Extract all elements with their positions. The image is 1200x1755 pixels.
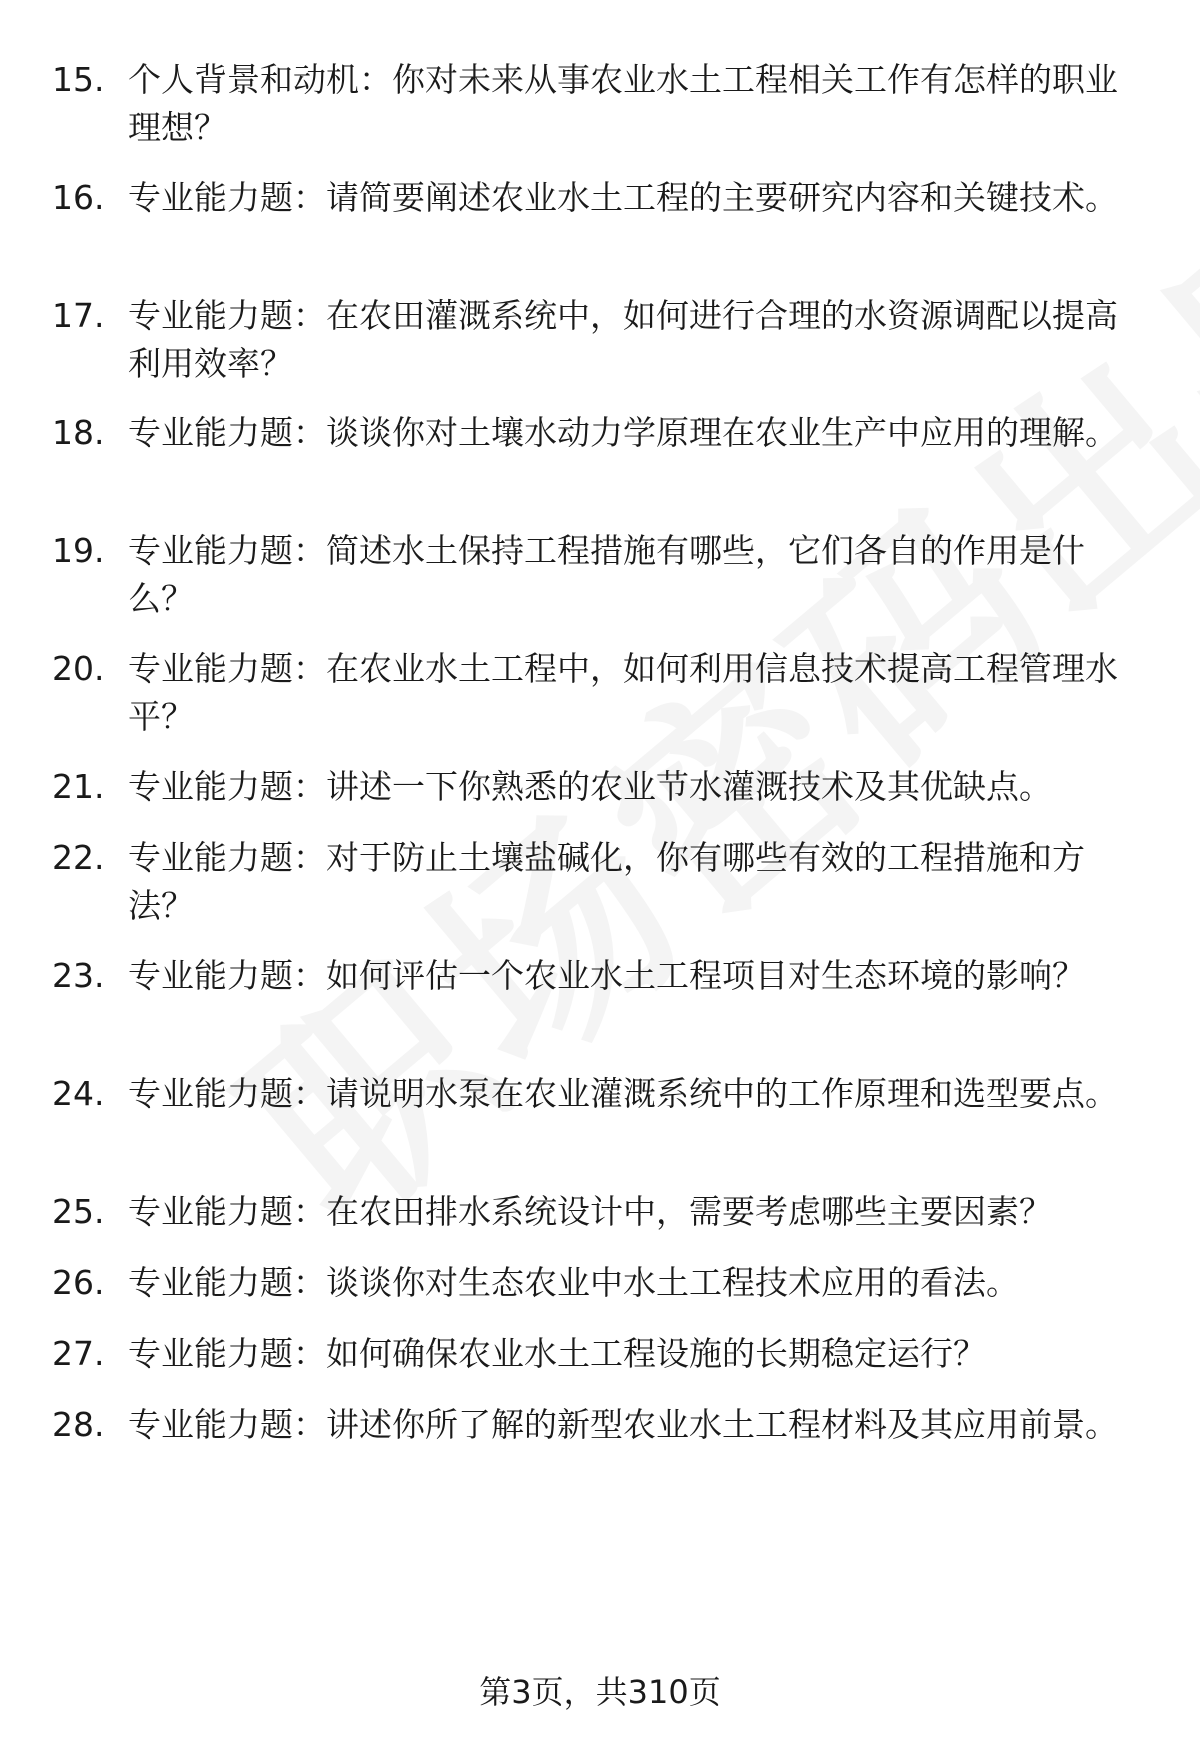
question-text: 专业能力题：讲述一下你熟悉的农业节水灌溉技术及其优缺点。 [128,767,1052,806]
question-number: 17. [52,296,105,335]
question-number: 24. [52,1074,105,1113]
question-text: 专业能力题：谈谈你对生态农业中水土工程技术应用的看法。 [128,1263,1019,1302]
question-number: 15. [52,60,105,99]
question-number: 22. [52,838,105,877]
question-text: 专业能力题：对于防止土壤盐碱化，你有哪些有效的工程措施和方法？ [128,838,1085,925]
question-text: 专业能力题：请说明水泵在农业灌溉系统中的工作原理和选型要点。 [128,1074,1118,1113]
question-number: 19. [52,531,105,570]
question-text: 专业能力题：简述水土保持工程措施有哪些，它们各自的作用是什么？ [128,531,1085,618]
question-text: 专业能力题：在农业水土工程中，如何利用信息技术提高工程管理水平？ [128,649,1118,736]
question-number: 16. [52,178,105,217]
question-text: 专业能力题：讲述你所了解的新型农业水土工程材料及其应用前景。 [128,1405,1118,1444]
question-text: 个人背景和动机：你对未来从事农业水土工程相关工作有怎样的职业理想？ [128,60,1118,147]
question-number: 21. [52,767,105,806]
question-number: 23. [52,956,105,995]
question-text: 专业能力题：谈谈你对土壤水动力学原理在农业生产中应用的理解。 [128,413,1118,452]
question-number: 18. [52,413,105,452]
question-text: 专业能力题：在农田排水系统设计中，需要考虑哪些主要因素？ [128,1192,1052,1231]
question-text: 专业能力题：请简要阐述农业水土工程的主要研究内容和关键技术。 [128,178,1118,217]
question-number: 26. [52,1263,105,1302]
question-number: 25. [52,1192,105,1231]
page-footer: 第3页，共310页 [479,1673,721,1711]
question-number: 27. [52,1334,105,1373]
question-number: 20. [52,649,105,688]
question-text: 专业能力题：在农田灌溉系统中，如何进行合理的水资源调配以提高利用效率？ [128,296,1118,383]
question-number: 28. [52,1405,105,1444]
question-text: 专业能力题：如何评估一个农业水土工程项目对生态环境的影响？ [128,956,1085,995]
question-text: 专业能力题：如何确保农业水土工程设施的长期稳定运行？ [128,1334,986,1373]
